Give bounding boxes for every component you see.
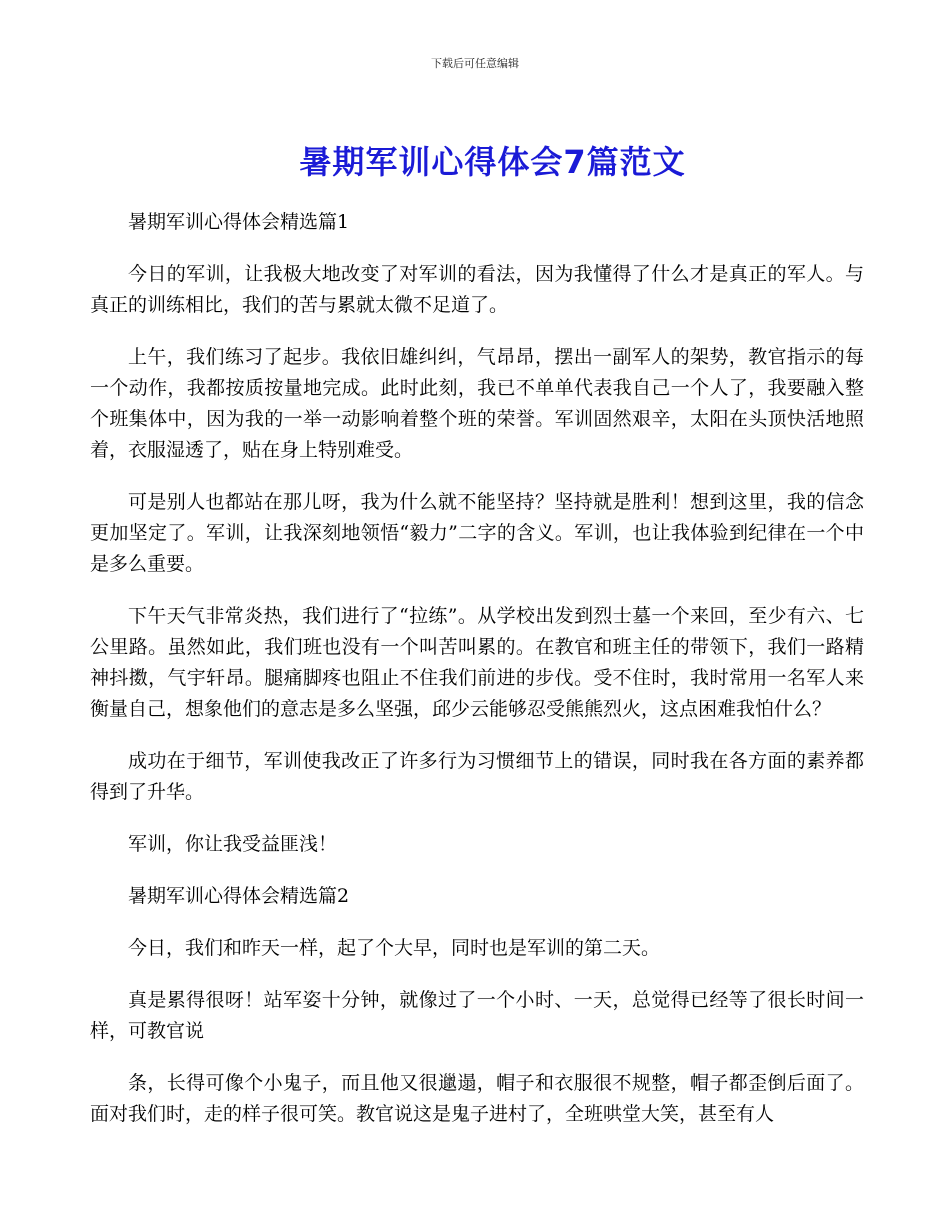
paragraph: 条，长得可像个小鬼子，而且他又很邋遢，帽子和衣服很不规整，帽子都歪倒后面了。面对我们时，走的样子很可笑。教官说这是鬼子进村了，全班哄堂大笑，甚至有人 xyxy=(90,1072,864,1125)
page-header-note: 下载后可任意编辑 xyxy=(431,57,519,70)
paragraph: 下午天气非常炎热，我们进行了“拉练”。从学校出发到烈士墓一个来回，至少有六、七公里路。虽然如此，我们班也没有一个叫苦叫累的。在教官和班主任的带领下，我们一路精神抖擞，气宇轩昂。腿痛脚疼也阻止不住我们前进的步伐。受不住时，我时常用一名军人来衡量自己，想象他们的意志是多么坚强，邱少云能够忍受熊熊烈火，这点困难我怕什么？ xyxy=(90,605,864,720)
document-title: 暑期军训心得体会7篇范文 xyxy=(299,143,686,181)
document-body xyxy=(90,207,864,1151)
paragraph: 今日的军训，让我极大地改变了对军训的看法，因为我懂得了什么才是真正的军人。与真正的训练相比，我们的苦与累就太微不足道了。 xyxy=(90,263,864,316)
paragraph: 军训，你让我受益匪浅！ xyxy=(128,833,338,855)
paragraph: 今日，我们和昨天一样，起了个大早，同时也是军训的第二天。 xyxy=(128,937,661,959)
paragraph: 可是别人也都站在那儿呀，我为什么就不能坚持？坚持就是胜利！想到这里，我的信念更加坚定了。军训，让我深刻地领悟“毅力”二字的含义。军训，也让我体验到纪律在一个中是多么重要。 xyxy=(90,491,864,575)
section-heading-2: 暑期军训心得体会精选篇2 xyxy=(128,885,350,907)
paragraph: 成功在于细节，军训使我改正了许多行为习惯细节上的错误，同时我在各方面的素养都得到了升华。 xyxy=(90,750,864,803)
section-heading-1: 暑期军训心得体会精选篇1 xyxy=(128,211,350,233)
paragraph: 上午，我们练习了起步。我依旧雄纠纠，气昂昂，摆出一副军人的架势，教官指示的每一个动作，我都按质按量地完成。此时此刻，我已不单单代表我自己一个人了，我要融入整个班集体中，因为我的一举一动影响着整个班的荣誉。军训固然艰辛，太阳在头顶快活地照着，衣服湿透了，贴在身上特别难受。 xyxy=(90,346,864,461)
paragraph: 真是累得很呀！站军姿十分钟，就像过了一个小时、一天，总觉得已经等了很长时间一样，可教官说 xyxy=(90,989,864,1042)
